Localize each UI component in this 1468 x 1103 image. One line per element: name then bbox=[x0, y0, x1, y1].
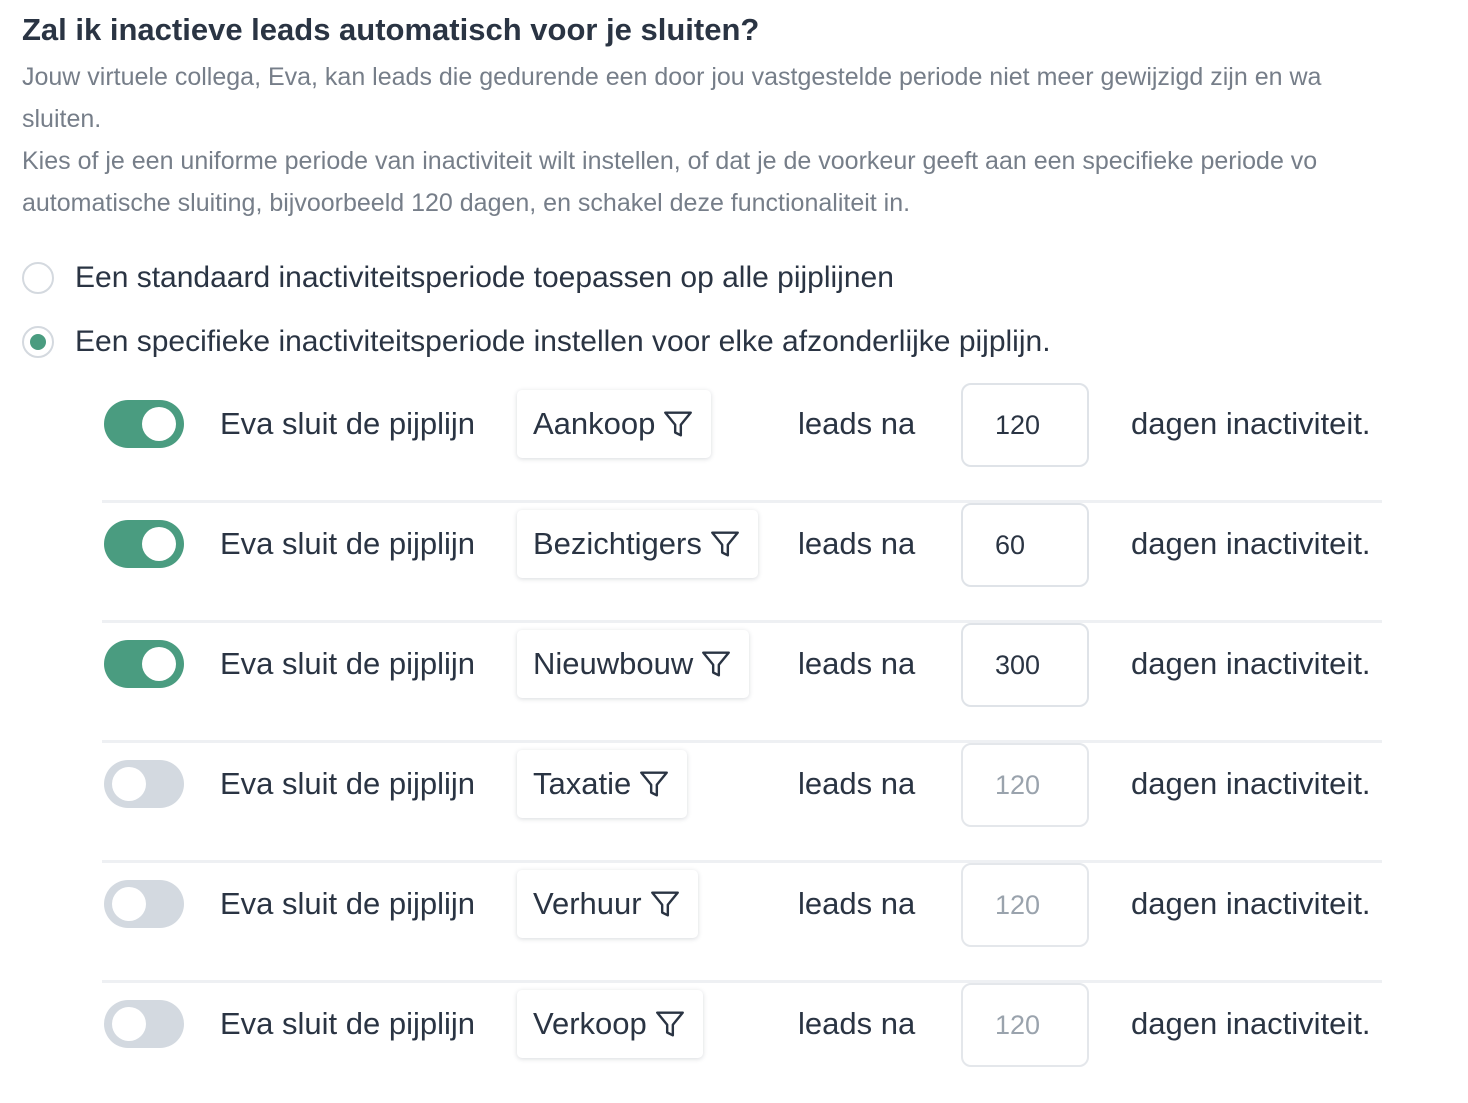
inactivity-days-input[interactable] bbox=[961, 383, 1089, 467]
pipeline-toggle[interactable] bbox=[104, 520, 184, 568]
toggle-knob bbox=[142, 407, 176, 441]
pipeline-selector-button[interactable] bbox=[517, 870, 698, 938]
rule-prefix-text: Eva sluit de pijplijn bbox=[220, 886, 476, 921]
rule-prefix-text: Eva sluit de pijplijn bbox=[220, 766, 476, 801]
rule-prefix-text: Eva sluit de pijplijn bbox=[220, 406, 476, 441]
rule-middle-text: leads na bbox=[798, 406, 916, 441]
section-title: Zal ik inactieve leads automatisch voor je sluiten? bbox=[22, 12, 760, 47]
pipeline-selector-button[interactable] bbox=[517, 390, 711, 458]
inactivity-days-input[interactable] bbox=[961, 743, 1089, 827]
pipeline-toggle[interactable] bbox=[104, 760, 184, 808]
rule-suffix-text: dagen inactiviteit. bbox=[1131, 646, 1371, 681]
rule-middle-text: leads na bbox=[798, 526, 916, 561]
rule-suffix-text: dagen inactiviteit. bbox=[1131, 1006, 1371, 1041]
option-specific-label: Een specifieke inactiviteitsperiode instellen voor elke afzonderlijke pijplijn. bbox=[75, 325, 1051, 358]
filter-icon bbox=[708, 527, 742, 561]
filter-icon bbox=[699, 647, 733, 681]
pipeline-rule-row bbox=[102, 383, 1382, 503]
pipeline-rule-row bbox=[102, 623, 1382, 743]
pipeline-toggle[interactable] bbox=[104, 400, 184, 448]
pipeline-name: Taxatie bbox=[533, 766, 632, 801]
pipeline-toggle[interactable] bbox=[104, 640, 184, 688]
rule-suffix-text: dagen inactiviteit. bbox=[1131, 406, 1371, 441]
inactivity-days-input[interactable] bbox=[961, 623, 1089, 707]
pipeline-selector-button[interactable] bbox=[517, 990, 703, 1058]
rule-middle-text: leads na bbox=[798, 1006, 916, 1041]
filter-icon bbox=[653, 1007, 687, 1041]
pipeline-toggle[interactable] bbox=[104, 880, 184, 928]
filter-icon bbox=[661, 407, 695, 441]
section-description bbox=[22, 56, 1468, 224]
pipeline-rule-row bbox=[102, 983, 1382, 1103]
option-specific-period[interactable] bbox=[22, 322, 1051, 362]
description-paragraph-1: Jouw virtuele collega, Eva, kan leads die gedurende een door jou vastgestelde periode niet meer gewijzigd zijn en wa sluiten. bbox=[22, 63, 1322, 133]
toggle-knob bbox=[142, 527, 176, 561]
pipeline-selector-button[interactable] bbox=[517, 750, 687, 818]
radio-selected-dot bbox=[30, 334, 46, 350]
inactivity-days-input[interactable] bbox=[961, 503, 1089, 587]
option-standard-label: Een standaard inactiviteitsperiode toepassen op alle pijplijnen bbox=[75, 261, 894, 294]
pipeline-rule-row bbox=[102, 743, 1382, 863]
rule-middle-text: leads na bbox=[798, 886, 916, 921]
rule-suffix-text: dagen inactiviteit. bbox=[1131, 886, 1371, 921]
rule-prefix-text: Eva sluit de pijplijn bbox=[220, 646, 476, 681]
rule-middle-text: leads na bbox=[798, 766, 916, 801]
pipeline-selector-button[interactable] bbox=[517, 630, 749, 698]
filter-icon bbox=[637, 767, 671, 801]
rule-suffix-text: dagen inactiviteit. bbox=[1131, 766, 1371, 801]
pipeline-rule-row bbox=[102, 503, 1382, 623]
description-paragraph-2: Kies of je een uniforme periode van inactiviteit wilt instellen, of dat je de voorkeur geeft aan een specifieke periode vo automatische sluiting, bijvoorbeeld 120 dagen, en schakel deze functionaliteit in. bbox=[22, 147, 1318, 217]
inactivity-days-input[interactable] bbox=[961, 863, 1089, 947]
toggle-knob bbox=[142, 647, 176, 681]
toggle-knob bbox=[112, 887, 146, 921]
inactivity-days-input[interactable] bbox=[961, 983, 1089, 1067]
rule-prefix-text: Eva sluit de pijplijn bbox=[220, 526, 476, 561]
toggle-knob bbox=[112, 767, 146, 801]
radio-standard-period[interactable] bbox=[22, 262, 54, 294]
option-standard-period[interactable] bbox=[22, 258, 894, 298]
pipeline-name: Verkoop bbox=[533, 1006, 647, 1041]
pipeline-name: Verhuur bbox=[533, 886, 642, 921]
pipeline-name: Nieuwbouw bbox=[533, 646, 694, 681]
rule-prefix-text: Eva sluit de pijplijn bbox=[220, 1006, 476, 1041]
pipeline-toggle[interactable] bbox=[104, 1000, 184, 1048]
pipeline-rule-row bbox=[102, 863, 1382, 983]
rule-suffix-text: dagen inactiviteit. bbox=[1131, 526, 1371, 561]
pipeline-selector-button[interactable] bbox=[517, 510, 758, 578]
pipeline-name: Bezichtigers bbox=[533, 526, 702, 561]
toggle-knob bbox=[112, 1007, 146, 1041]
pipeline-name: Aankoop bbox=[533, 406, 656, 441]
rule-middle-text: leads na bbox=[798, 646, 916, 681]
radio-specific-period[interactable] bbox=[22, 326, 54, 358]
filter-icon bbox=[648, 887, 682, 921]
